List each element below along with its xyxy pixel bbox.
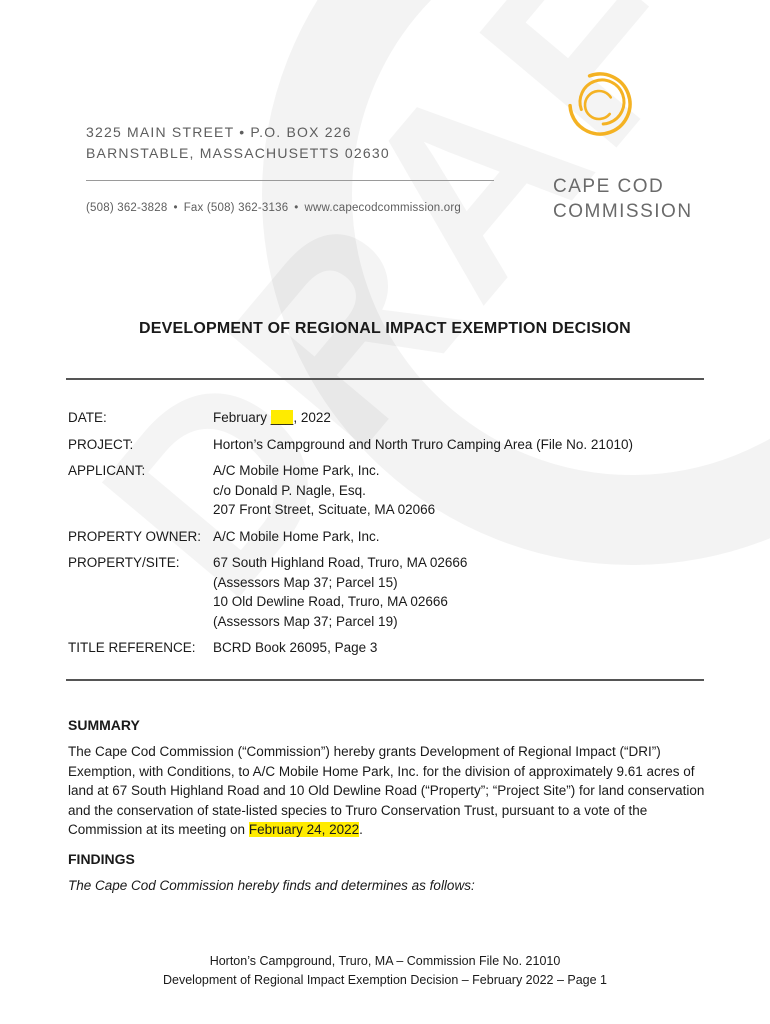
findings-heading: FINDINGS: [68, 851, 135, 867]
site-line: 67 South Highland Road, Truro, MA 02666: [213, 555, 468, 570]
letterhead-address: [86, 122, 390, 164]
logo-line-2: COMMISSION: [553, 201, 693, 222]
field-label: APPLICANT:: [68, 463, 146, 478]
date-month: February: [213, 410, 271, 425]
field-applicant: [68, 461, 633, 520]
logo-wordmark: [553, 174, 693, 224]
meeting-date-highlight: February 24, 2022: [248, 822, 360, 837]
fields-rule: [66, 679, 704, 681]
field-value: Horton’s Campground and North Truro Camping Area (File No. 21010): [213, 436, 633, 452]
field-value: BCRD Book 26095, Page 3: [213, 640, 378, 655]
date-day-blank: ___: [270, 410, 294, 425]
field-title-reference: [68, 638, 633, 658]
document-title: DEVELOPMENT OF REGIONAL IMPACT EXEMPTION DECISION: [139, 320, 631, 337]
field-property-site: [68, 553, 633, 631]
page-footer: [0, 952, 770, 990]
field-value: [213, 408, 331, 428]
summary-end: .: [359, 822, 363, 837]
field-value: A/C Mobile Home Park, Inc.: [213, 528, 380, 544]
logo-line-1: CAPE COD: [553, 176, 665, 197]
date-year: , 2022: [293, 410, 331, 425]
concentric-circles-icon: [566, 56, 638, 156]
site-line: 10 Old Dewline Road, Truro, MA 02666: [213, 594, 448, 609]
letterhead-divider: [86, 180, 494, 181]
separator: •: [173, 202, 178, 214]
summary-text: The Cape Cod Commission (“Commission”) hereby grants Development of Regional Impact (“DRI”) Exemption, with Conditions, to A/C Mobile Home Park, Inc. for the division of approximately 9.61 acres of land at 67 South Highland Road and 10 Old Dewline Road (“Property”; “Project Site”) for land conservation and the conservation of state-listed species to Truro Conservation Trust, pursuant to a vote of the Commission at its meeting on: [68, 744, 705, 837]
field-label: DATE:: [68, 410, 107, 425]
separator: •: [294, 202, 299, 214]
applicant-line: 207 Front Street, Scituate, MA 02066: [213, 502, 436, 517]
decision-fields: [68, 408, 633, 665]
summary-paragraph: [68, 742, 708, 840]
phone-number: (508) 362-3828: [86, 202, 168, 214]
field-label: PROPERTY OWNER:: [68, 528, 202, 544]
field-project: [68, 435, 633, 455]
field-value: [213, 553, 467, 631]
field-label: PROPERTY/SITE:: [68, 555, 180, 570]
site-line: (Assessors Map 37; Parcel 15): [213, 574, 398, 590]
title-rule: [66, 378, 704, 380]
field-label: TITLE REFERENCE:: [68, 640, 196, 655]
footer-line-2: Development of Regional Impact Exemption Decision – February 2022 – Page 1: [162, 973, 607, 987]
applicant-line: A/C Mobile Home Park, Inc.: [213, 463, 380, 478]
field-value: [213, 461, 435, 520]
address-line-1: 3225 MAIN STREET • P.O. BOX 226: [86, 124, 352, 140]
summary-heading: SUMMARY: [68, 717, 140, 733]
field-property-owner: [68, 527, 633, 547]
website-link[interactable]: www.capecodcommission.org: [304, 202, 462, 214]
letterhead-contact: [86, 202, 461, 214]
field-label: PROJECT:: [68, 436, 134, 452]
field-date: [68, 408, 633, 428]
address-line-2: BARNSTABLE, MASSACHUSETTS 02630: [86, 145, 390, 161]
footer-line-1: Horton’s Campground, Truro, MA – Commission File No. 21010: [209, 954, 561, 968]
applicant-line: c/o Donald P. Nagle, Esq.: [213, 482, 366, 498]
findings-intro: The Cape Cod Commission hereby finds and determines as follows:: [68, 878, 475, 893]
site-line: (Assessors Map 37; Parcel 19): [213, 613, 398, 629]
fax-number: Fax (508) 362-3136: [183, 202, 289, 214]
